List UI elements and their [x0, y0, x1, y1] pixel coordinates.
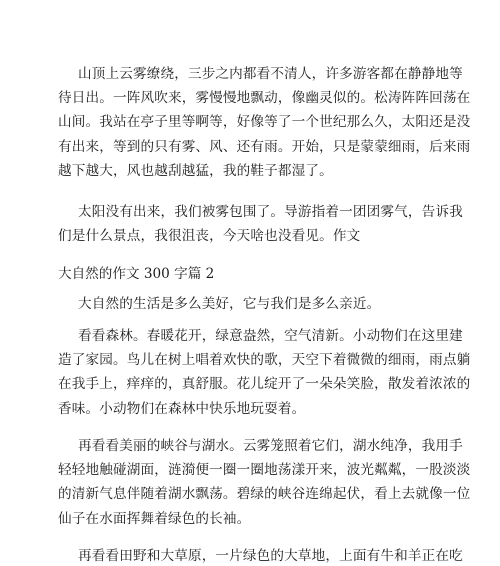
paragraph-1	[58, 62, 471, 183]
paragraph-4-line-4: 香味。小动物们在森林中快乐地玩耍着。	[58, 400, 306, 417]
paragraph-6-line-1: 再看看田野和大草原，一片绿色的大草地，上面有牛和羊正在吃	[78, 548, 463, 564]
paragraph-1-line-1: 山顶上云雾缭绕，三步之内都看不清人，许多游客都在静静地等	[78, 66, 463, 82]
paragraph-4	[58, 324, 471, 421]
paragraph-2-line-1: 太阳没有出来，我们被雾包围了。导游指着一团团雾气，告诉我	[78, 204, 463, 220]
paragraph-4-line-2: 造了家园。鸟儿在树上唱着欢快的歌，天空下着微微的细雨，雨点躺	[58, 352, 471, 369]
paragraph-5	[58, 434, 471, 531]
paragraph-2-line-2: 们是什么景点，我很沮丧，今天啥也没看见。作文	[58, 228, 361, 245]
paragraph-5-line-1: 再看看美丽的峡谷与湖水。云雾笼照着它们，湖水纯净，我用手	[78, 438, 463, 454]
paragraph-3-line-1: 大自然的生活是多么美好，它与我们是多么亲近。	[78, 296, 381, 312]
paragraph-1-line-4: 有出来，等到的只有雾、风、还有雨。开始，只是蒙蒙细雨，后来雨	[58, 138, 471, 155]
paragraph-3	[78, 292, 462, 316]
section-title: 大自然的作文 300 字篇 2	[58, 266, 215, 282]
paragraph-1-line-2: 待日出。一阵风吹来，雾慢慢地飘动，像幽灵似的。松涛阵阵回荡在	[58, 90, 471, 107]
paragraph-5-line-2: 轻轻地触碰湖面，涟漪便一圈一圈地荡漾开来，波光粼粼，一股淡淡	[58, 462, 471, 479]
paragraph-5-line-4: 仙子在水面挥舞着绿色的长袖。	[58, 510, 251, 527]
paragraph-1-line-5: 越下越大，风也越刮越猛，我的鞋子都湿了。	[58, 162, 333, 179]
paragraph-4-line-1: 看看森林。春暖花开，绿意盎然，空气清新。小动物们在这里建	[78, 328, 463, 344]
paragraph-2	[58, 200, 463, 248]
paragraph-6	[78, 544, 462, 566]
paragraph-4-line-3: 在我手上，痒痒的，真舒服。花儿绽开了一朵朵笑脸，散发着浓浓的	[58, 376, 471, 393]
paragraph-1-line-3: 山间。我站在亭子里等啊等，好像等了一个世纪那么久，太阳还是没	[58, 114, 471, 131]
paragraph-5-line-3: 的清新气息伴随着湖水飘荡。碧绿的峡谷连绵起伏，看上去就像一位	[58, 486, 471, 503]
